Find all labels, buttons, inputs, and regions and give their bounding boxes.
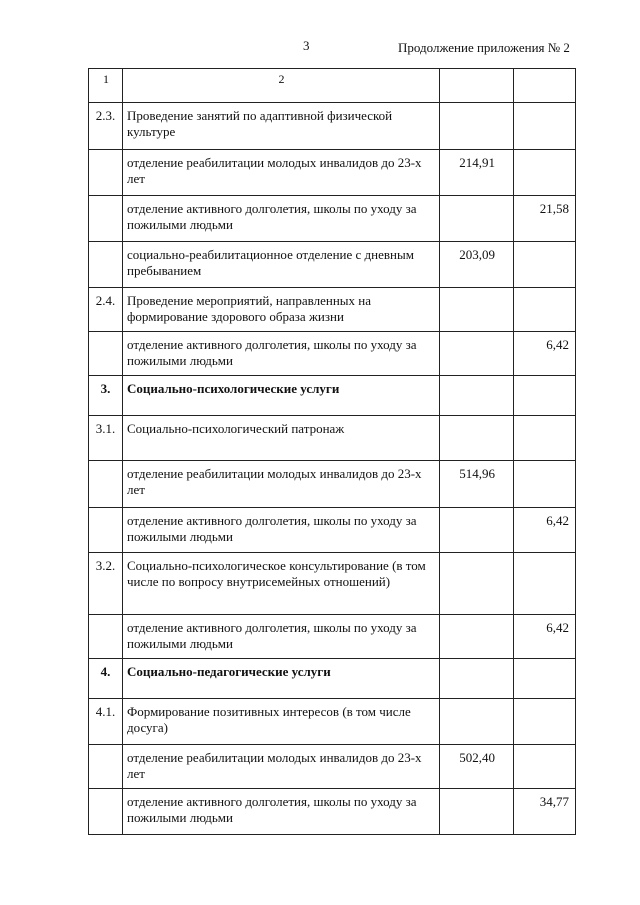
row-value-1 xyxy=(440,659,514,699)
row-text: Социально-психологический патронаж xyxy=(123,416,440,461)
row-text: отделение активного долголетия, школы по уходу за пожилыми людьми xyxy=(123,789,440,835)
row-text: отделение активного долголетия, школы по уходу за пожилыми людьми xyxy=(123,508,440,553)
row-value-2 xyxy=(514,150,576,196)
row-number xyxy=(89,615,123,659)
section-number: 3. xyxy=(89,376,123,416)
table-row xyxy=(89,508,576,553)
row-number: 2.4. xyxy=(89,288,123,332)
page-number: 3 xyxy=(303,38,310,53)
table-row xyxy=(89,288,576,332)
row-text: отделение реабилитации молодых инвалидов до 23-х лет xyxy=(123,461,440,508)
row-value-2 xyxy=(514,376,576,416)
row-text: Проведение мероприятий, направленных на формирование здорового образа жизни xyxy=(123,288,440,332)
header-cell: 1 xyxy=(89,69,123,103)
header-cell: 2 xyxy=(123,69,440,103)
section-title: Социально-педагогические услуги xyxy=(123,659,440,699)
row-number xyxy=(89,242,123,288)
services-table xyxy=(88,68,576,835)
row-number xyxy=(89,332,123,376)
row-value-2 xyxy=(514,461,576,508)
row-text: Формирование позитивных интересов (в том числе досуга) xyxy=(123,699,440,745)
row-value-2 xyxy=(514,242,576,288)
table-row xyxy=(89,615,576,659)
row-text: отделение активного долголетия, школы по уходу за пожилыми людьми xyxy=(123,615,440,659)
row-text: отделение активного долголетия, школы по уходу за пожилыми людьми xyxy=(123,332,440,376)
row-number: 2.3. xyxy=(89,103,123,150)
table-row xyxy=(89,745,576,789)
row-value-2 xyxy=(514,745,576,789)
row-value-1: 214,91 xyxy=(440,150,514,196)
row-number xyxy=(89,461,123,508)
row-value-1: 203,09 xyxy=(440,242,514,288)
table-row xyxy=(89,789,576,835)
row-value-1 xyxy=(440,332,514,376)
row-number: 3.1. xyxy=(89,416,123,461)
row-value-1 xyxy=(440,553,514,615)
row-text: отделение активного долголетия, школы по уходу за пожилыми людьми xyxy=(123,196,440,242)
row-value-2: 21,58 xyxy=(514,196,576,242)
table-row xyxy=(89,553,576,615)
row-text: социально-реабилитационное отделение с дневным пребыванием xyxy=(123,242,440,288)
row-value-1 xyxy=(440,196,514,242)
row-number xyxy=(89,508,123,553)
table-row xyxy=(89,150,576,196)
row-value-2 xyxy=(514,699,576,745)
row-value-2 xyxy=(514,103,576,150)
table-row xyxy=(89,242,576,288)
row-number: 4.1. xyxy=(89,699,123,745)
row-text: Социально-психологическое консультирование (в том числе по вопросу внутрисемейных отношений) xyxy=(123,553,440,615)
row-value-2 xyxy=(514,553,576,615)
table-row xyxy=(89,461,576,508)
section-row xyxy=(89,376,576,416)
header-cell xyxy=(440,69,514,103)
table-row xyxy=(89,699,576,745)
row-value-1 xyxy=(440,615,514,659)
row-value-1: 502,40 xyxy=(440,745,514,789)
row-text: отделение реабилитации молодых инвалидов до 23-х лет xyxy=(123,150,440,196)
row-number xyxy=(89,196,123,242)
row-value-2 xyxy=(514,659,576,699)
header-cell xyxy=(514,69,576,103)
row-value-1 xyxy=(440,789,514,835)
row-value-2 xyxy=(514,416,576,461)
table-row xyxy=(89,416,576,461)
row-value-2: 6,42 xyxy=(514,332,576,376)
row-value-2 xyxy=(514,288,576,332)
row-value-1: 514,96 xyxy=(440,461,514,508)
row-value-1 xyxy=(440,288,514,332)
row-text: отделение реабилитации молодых инвалидов до 23-х лет xyxy=(123,745,440,789)
row-number xyxy=(89,150,123,196)
row-value-1 xyxy=(440,416,514,461)
row-number: 3.2. xyxy=(89,553,123,615)
table-row xyxy=(89,196,576,242)
row-value-1 xyxy=(440,508,514,553)
section-row xyxy=(89,659,576,699)
row-number xyxy=(89,789,123,835)
row-text: Проведение занятий по адаптивной физической культуре xyxy=(123,103,440,150)
row-value-1 xyxy=(440,376,514,416)
row-value-2: 6,42 xyxy=(514,508,576,553)
row-value-2: 34,77 xyxy=(514,789,576,835)
table-row xyxy=(89,103,576,150)
section-number: 4. xyxy=(89,659,123,699)
row-value-1 xyxy=(440,103,514,150)
row-number xyxy=(89,745,123,789)
row-value-1 xyxy=(440,699,514,745)
row-value-2: 6,42 xyxy=(514,615,576,659)
section-title: Социально-психологические услуги xyxy=(123,376,440,416)
table-header-row xyxy=(89,69,576,103)
table-row xyxy=(89,332,576,376)
continuation-label: Продолжение приложения № 2 xyxy=(398,40,570,55)
